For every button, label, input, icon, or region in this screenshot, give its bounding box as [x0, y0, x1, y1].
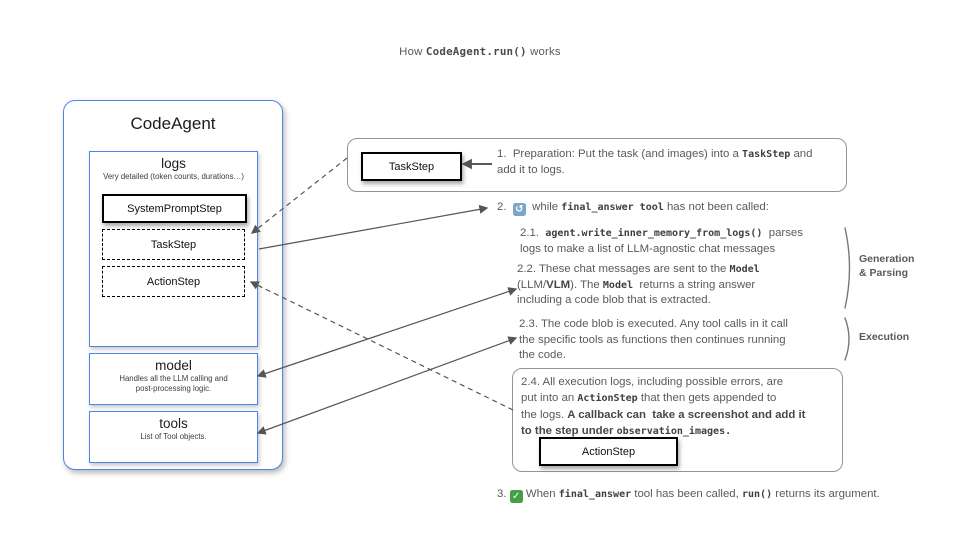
arrow-tools-step23: [258, 338, 516, 433]
model-title: model: [155, 358, 192, 373]
step2-3-text: 2.3. The code blob is executed. Any tool calls in it call the specific tools as functions then continues running the code.: [519, 318, 788, 361]
actionstep-chip-step24: ActionStep: [539, 437, 678, 466]
taskstep-chip-step1: TaskStep: [361, 152, 462, 181]
step2-1-text: 2.1. agent.write_inner_memory_from_logs() parses logs to make a list of LLM-agnostic chat messages: [520, 227, 803, 255]
arrow-logs-to-step2: [259, 208, 487, 249]
step2-text: 2. ↺ while final_answer tool has not been called:: [497, 201, 769, 215]
brace-execution: [845, 318, 849, 360]
actionstep-chip-logs: ActionStep: [102, 266, 245, 297]
generation-parsing-label: Generation & Parsing: [859, 253, 915, 279]
codeagent-panel-title: CodeAgent: [130, 114, 216, 133]
page-title: How CodeAgent.run() works: [399, 45, 561, 58]
arrow-step24-to-logs-actionstep: [251, 282, 513, 410]
step2-2-text: 2.2. These chat messages are sent to the Model (LLM/VLM). The Model returns a string answer including a code blob that is extracted.: [517, 263, 760, 306]
tools-box: [89, 411, 258, 463]
codeagent-panel: [63, 100, 283, 470]
model-box: [89, 353, 258, 405]
tools-title: tools: [159, 416, 188, 431]
model-subtitle: Handles all the LLM calling and post-processing logic.: [119, 374, 228, 393]
brace-generation-parsing: [845, 228, 850, 308]
loop-icon: ↺: [513, 203, 526, 216]
execution-label: Execution: [859, 331, 910, 343]
step1-text: 1. Preparation: Put the task (and images) into a TaskStep and add it to logs.: [497, 148, 813, 176]
logs-box: [89, 151, 258, 347]
systempromptstep-chip: SystemPromptStep: [102, 194, 247, 223]
check-icon: ✓: [510, 490, 523, 503]
logs-title: logs: [161, 156, 186, 171]
tools-subtitle: List of Tool objects.: [140, 432, 207, 441]
arrow-model-step22: [258, 289, 516, 376]
step3-text: 3. ✓ When final_answer tool has been called, run() returns its argument.: [497, 488, 880, 502]
taskstep-chip-logs: TaskStep: [102, 229, 245, 260]
logs-subtitle: Very detailed (token counts, durations…): [103, 172, 244, 181]
step2-4-text: 2.4. All execution logs, including possible errors, are put into an ActionStep that then gets appended to the logs. A callback can take a screenshot and add it to the step under observation_images.: [521, 376, 806, 437]
